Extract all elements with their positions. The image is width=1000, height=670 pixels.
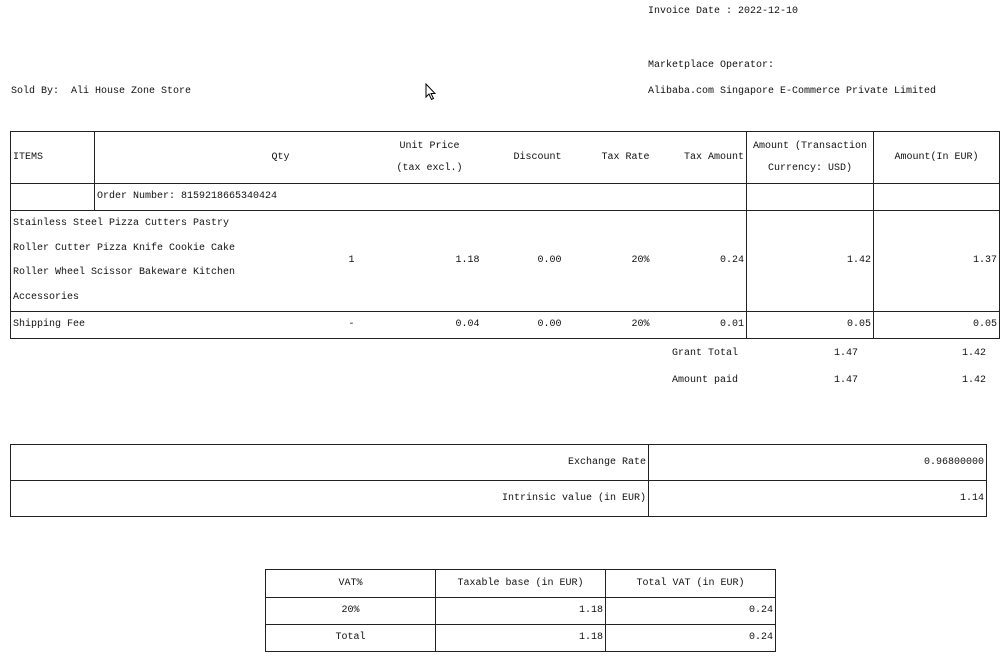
item-desc-line: Roller Cutter Pizza Knife Cookie Cake xyxy=(13,242,236,254)
shipping-discount: 0.00 xyxy=(490,312,576,339)
header-amount-usd-line1: Amount (Transaction xyxy=(752,140,868,152)
item-unit-price-wrap xyxy=(348,255,480,266)
vat-header-base: Taxable base (in EUR) xyxy=(436,570,606,598)
amount-paid-label: Amount paid xyxy=(672,375,739,386)
item-unit-price-value: 1.18 xyxy=(455,255,480,266)
exchange-rate-label: Exchange Rate xyxy=(11,445,649,481)
order-number: Order Number: 8159218665340424 xyxy=(95,184,747,211)
item-desc-line: Accessories xyxy=(13,291,80,303)
vat-total-amount: 0.24 xyxy=(606,625,776,652)
invoice-date: Invoice Date : 2022-12-10 xyxy=(648,6,799,17)
item-desc-line: Stainless Steel Pizza Cutters Pastry xyxy=(13,218,230,229)
header-amount-usd xyxy=(747,132,874,184)
item-unit-price xyxy=(340,211,490,312)
mouse-cursor-icon xyxy=(425,83,437,101)
exchange-table xyxy=(10,444,987,517)
order-blank-usd xyxy=(747,184,874,211)
sold-by-label: Sold By: xyxy=(11,86,60,97)
vat-total: 0.24 xyxy=(606,598,776,625)
header-unit-price-line1: Unit Price xyxy=(399,140,460,152)
table-row xyxy=(11,445,987,481)
table-row xyxy=(266,598,776,625)
shipping-tax-rate: 20% xyxy=(576,312,662,339)
shipping-amount-usd: 0.05 xyxy=(747,312,874,339)
grant-total-eur: 1.42 xyxy=(961,348,986,359)
header-unit-price-line2: (tax excl.) xyxy=(396,162,463,174)
order-number-blank xyxy=(11,184,95,211)
header-amount-eur: Amount(In EUR) xyxy=(874,132,1000,184)
shipping-unit-price-wrap xyxy=(348,319,480,330)
item-qty: 1 xyxy=(348,255,355,266)
sold-by-name: Ali House Zone Store xyxy=(71,86,192,97)
vat-base: 1.18 xyxy=(436,598,606,625)
shipping-description xyxy=(11,312,340,339)
intrinsic-value-label: Intrinsic value (in EUR) xyxy=(11,481,649,517)
item-description xyxy=(11,211,340,312)
grant-total-label: Grant Total xyxy=(672,348,739,359)
items-header-row xyxy=(11,132,1000,184)
order-number-row xyxy=(11,184,1000,211)
marketplace-operator-name: Alibaba.com Singapore E-Commerce Private Limited xyxy=(648,86,937,97)
items-table xyxy=(10,131,1000,339)
header-amount-usd-line2: Currency: USD) xyxy=(767,162,852,174)
vat-header-rate: VAT% xyxy=(266,570,436,598)
header-qty: Qty xyxy=(95,132,340,184)
table-row xyxy=(11,481,987,517)
item-discount: 0.00 xyxy=(490,211,576,312)
order-blank-eur xyxy=(874,184,1000,211)
item-amount-eur: 1.37 xyxy=(874,211,1000,312)
shipping-label: Shipping Fee xyxy=(13,319,86,330)
shipping-tax-amount: 0.01 xyxy=(662,312,747,339)
vat-rate: 20% xyxy=(266,598,436,625)
header-tax-rate: Tax Rate xyxy=(576,132,662,184)
header-tax-amount: Tax Amount xyxy=(662,132,747,184)
header-unit-price xyxy=(340,132,490,184)
vat-table xyxy=(265,569,776,652)
item-tax-amount: 0.24 xyxy=(662,211,747,312)
header-discount: Discount xyxy=(490,132,576,184)
exchange-rate-value: 0.96800000 xyxy=(649,445,987,481)
header-items: ITEMS xyxy=(11,132,95,184)
shipping-qty: - xyxy=(348,319,355,330)
shipping-amount-eur: 0.05 xyxy=(874,312,1000,339)
vat-header-total: Total VAT (in EUR) xyxy=(606,570,776,598)
table-row xyxy=(11,312,1000,339)
amount-paid-eur: 1.42 xyxy=(961,375,986,386)
shipping-unit-price-value: 0.04 xyxy=(455,319,480,330)
marketplace-operator-label: Marketplace Operator: xyxy=(648,60,775,71)
intrinsic-value-value: 1.14 xyxy=(649,481,987,517)
vat-total-label: Total xyxy=(266,625,436,652)
grant-total-usd: 1.47 xyxy=(833,348,858,359)
vat-header-row xyxy=(266,570,776,598)
amount-paid-usd: 1.47 xyxy=(833,375,858,386)
table-row xyxy=(266,625,776,652)
vat-total-base: 1.18 xyxy=(436,625,606,652)
shipping-unit-price xyxy=(340,312,490,339)
item-amount-usd: 1.42 xyxy=(747,211,874,312)
item-tax-rate: 20% xyxy=(576,211,662,312)
item-desc-line: Roller Wheel Scissor Bakeware Kitchen xyxy=(13,267,236,278)
table-row xyxy=(11,211,1000,312)
